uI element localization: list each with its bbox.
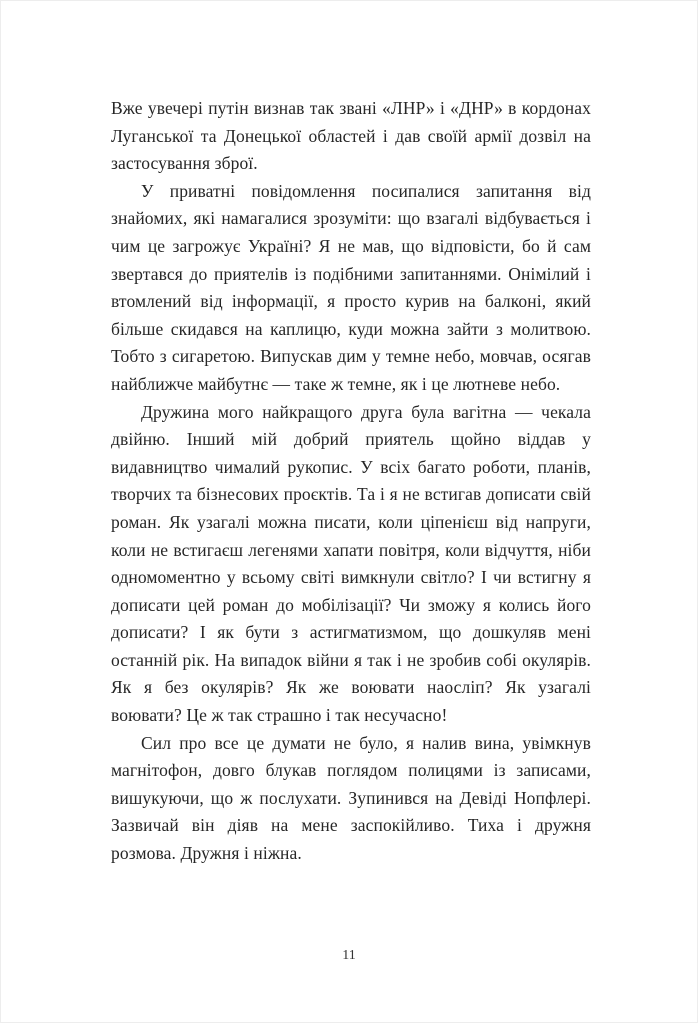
text-block [111,95,591,868]
paragraph: Сил про все це думати не було, я налив вина, увімкнув магнітофон, довго блукав поглядом полицями із записами, вишукуючи, що ж послухати. Зупинився на Девіді Нопфлері. Зазвичай він діяв на мене заспокійливо. Тиха і дружня розмова. Дружня і ніжна. [111,732,591,864]
paragraph: Вже увечері путін визнав так звані «ЛНР» і «ДНР» в кордонах Луганської та Донецької областей і дав своїй армії дозвіл на застосування зброї. [111,98,591,174]
paragraph: Дружина мого найкращого друга була вагітна — чекала двійню. Інший мій добрий приятель щойно віддав у видавництво чималий рукопис. У всіх багато роботи, планів, творчих та бізнесових проєктів. Та і я не встигав дописати свій роман. Як узагалі можна писати, коли ціпенієш від напруги, коли не встигаєш легенями хапати повітря, коли відчуття, ніби одномоментно у всьому світі вимкнули світло? І чи встигну я дописати цей роман до мобілізації? Чи зможу я колись його дописати? І як бути з астигматизмом, що дошкуляв мені останній рік. На випадок війни я так і не зробив собі окулярів. Як я без окулярів? Як же воювати наосліп? Як узагалі воювати? Це ж так страшно і так несучасно! [111,401,591,726]
paragraph: У приватні повідомлення посипалися запитання від знайомих, які намагалися зрозуміти: що взагалі відбувається і чим це загрожує Україні? Я не мав, що відповісти, бо й сам звертався до приятелів із подібними запитаннями. Онімілий і втомлений від інформації, я просто курив на балконі, який більше скидався на каплицю, куди можна зайти з молитвою. Тобто з сигаретою. Випускав дим у темне небо, мовчав, осягав найближче майбутнє — таке ж темне, як і це лютневе небо. [111,180,591,394]
page-number: 11 [342,948,356,963]
